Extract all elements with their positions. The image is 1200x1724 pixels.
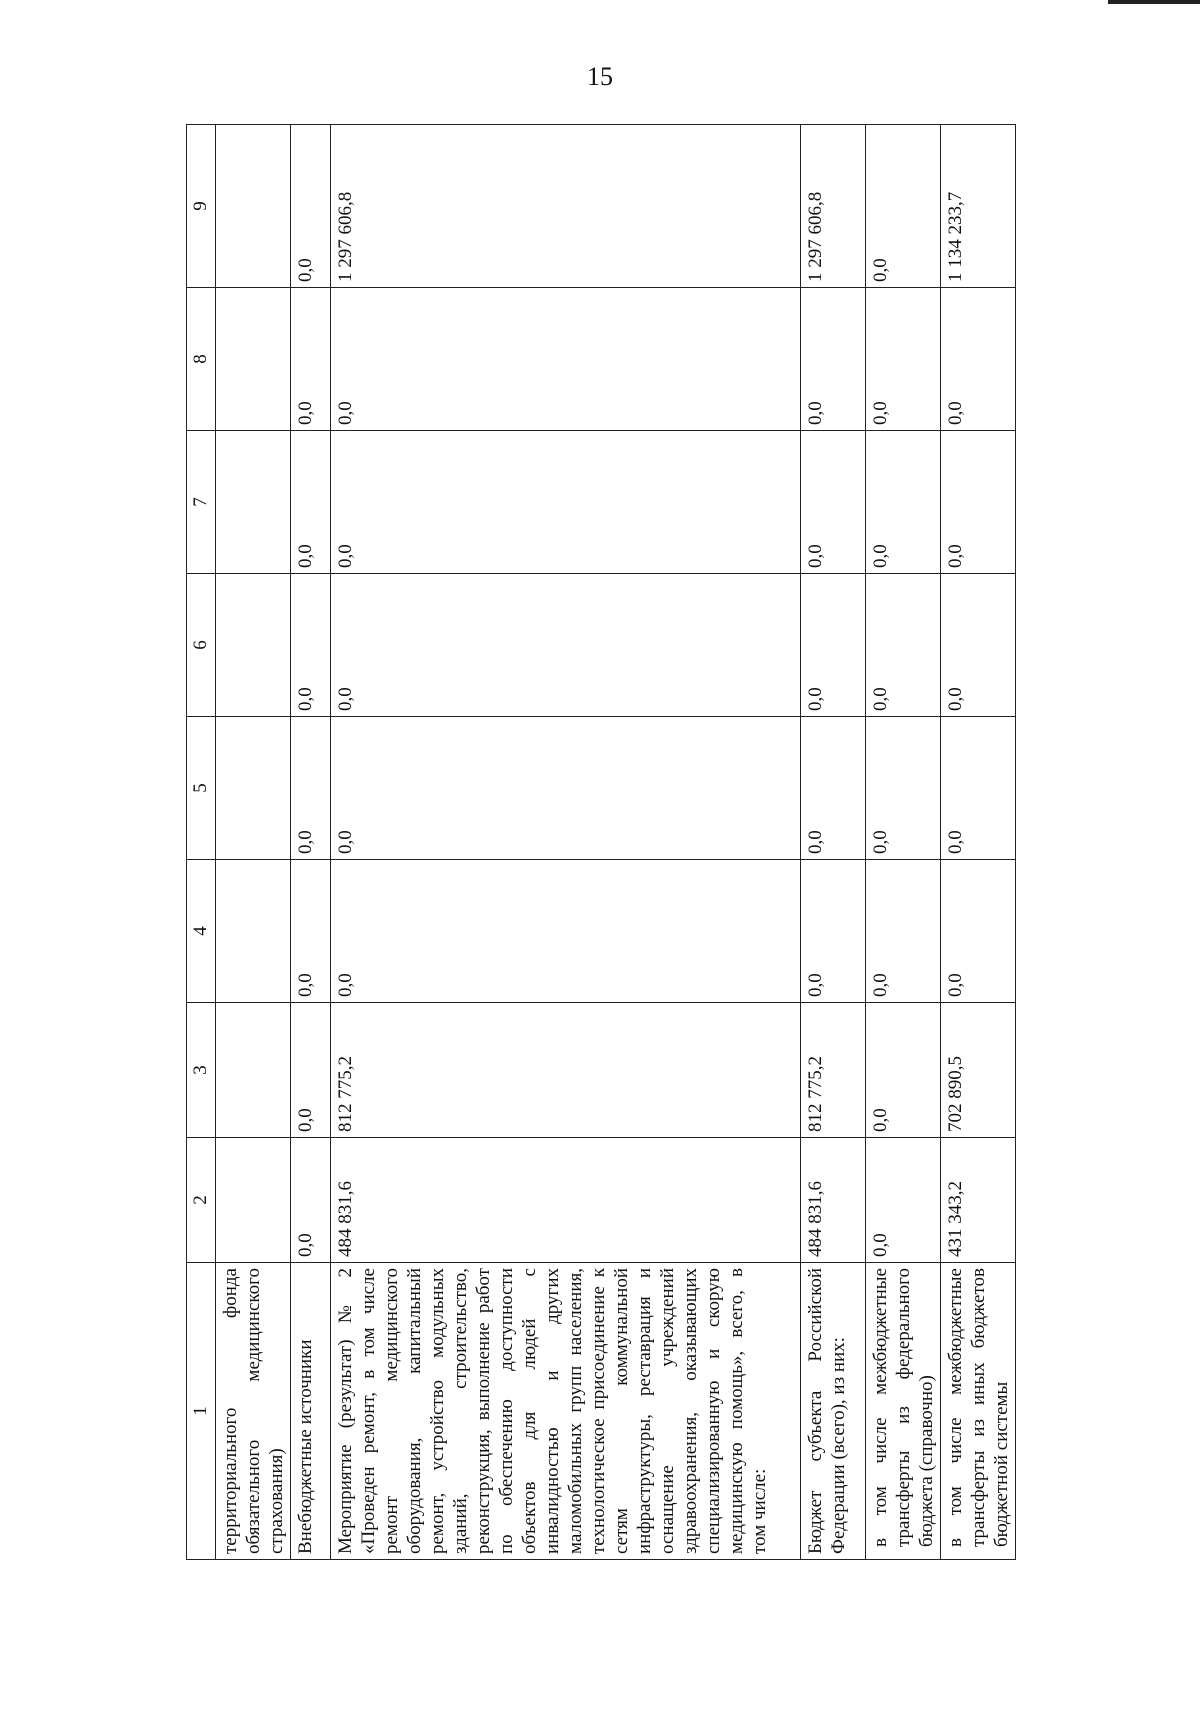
- rotated-table-wrapper: [186, 125, 1055, 1560]
- table-cell: [216, 125, 291, 288]
- table-cell: 0,0: [941, 574, 1016, 717]
- table-cell: 0,0: [291, 717, 331, 860]
- table-cell: 0,0: [801, 717, 866, 860]
- table-row: [941, 125, 1016, 1560]
- column-number: 5: [187, 717, 216, 860]
- table-cell: 0,0: [866, 125, 941, 288]
- table-cell: 0,0: [801, 574, 866, 717]
- row-label: в том числе межбюджетные трансферты из иных бюджетов бюджетной системы: [941, 1263, 1016, 1560]
- table-cell: 0,0: [866, 1003, 941, 1138]
- table-cell: 0,0: [291, 1138, 331, 1263]
- table-cell: [216, 574, 291, 717]
- table-cell: 431 343,2: [941, 1138, 1016, 1263]
- table-cell: 0,0: [331, 717, 801, 860]
- table-cell: [216, 717, 291, 860]
- column-number: 4: [187, 860, 216, 1003]
- table-cell: 0,0: [801, 288, 866, 431]
- table-cell: 0,0: [291, 288, 331, 431]
- table-cell: 0,0: [331, 431, 801, 574]
- table-cell: 1 297 606,8: [331, 125, 801, 288]
- table-cell: 0,0: [941, 717, 1016, 860]
- table-cell: [216, 431, 291, 574]
- table-cell: 0,0: [866, 288, 941, 431]
- column-number: 1: [187, 1263, 216, 1560]
- row-label: Мероприятие (результат) № 2 «Проведен ремонт, в том числе ремонт медицинского оборудования, капитальный ремонт, устройство модульных зданий, строительство, реконструкция, выполнение работ по обеспечению доступности объектов для людей с инвалидностью и других маломобильных групп населения, технологическое присоединение к сетям коммунальной инфраструктуры, реставрация и оснащение учреждений здравоохранения, оказывающих специализированную и скорую медицинскую помощь», всего, в том числе:: [331, 1263, 801, 1560]
- table-row: [866, 125, 941, 1560]
- column-number: 8: [187, 288, 216, 431]
- table-cell: 1 297 606,8: [801, 125, 866, 288]
- row-label: Бюджет субъекта Российской Федерации (всего), из них:: [801, 1263, 866, 1560]
- table-cell: 0,0: [866, 860, 941, 1003]
- column-number: 6: [187, 574, 216, 717]
- table-cell: 1 134 233,7: [941, 125, 1016, 288]
- row-label: территориального фонда обязательного медицинского страхования): [216, 1263, 291, 1560]
- table-cell: 0,0: [291, 431, 331, 574]
- table-cell: 812 775,2: [801, 1003, 866, 1138]
- table-cell: 0,0: [801, 431, 866, 574]
- table-cell: [216, 1138, 291, 1263]
- table-cell: 0,0: [941, 431, 1016, 574]
- column-number: 7: [187, 431, 216, 574]
- table-cell: 0,0: [291, 574, 331, 717]
- table-cell: 0,0: [801, 860, 866, 1003]
- row-label: Внебюджетные источники: [291, 1263, 331, 1560]
- page-number: 15: [587, 62, 613, 91]
- table-row: [801, 125, 866, 1560]
- table-cell: 0,0: [331, 288, 801, 431]
- budget-table: [186, 124, 1016, 1560]
- table-cell: 0,0: [291, 125, 331, 288]
- column-number: 2: [187, 1138, 216, 1263]
- table-cell: 0,0: [291, 860, 331, 1003]
- table-cell: 0,0: [866, 717, 941, 860]
- table-cell: 484 831,6: [331, 1138, 801, 1263]
- table-cell: 0,0: [941, 860, 1016, 1003]
- column-number: 9: [187, 125, 216, 288]
- table-cell: 0,0: [866, 574, 941, 717]
- table-cell: 0,0: [866, 1138, 941, 1263]
- table-cell: [216, 1003, 291, 1138]
- table-cell: 0,0: [331, 574, 801, 717]
- row-label: в том числе межбюджетные трансферты из федерального бюджета (справочно): [866, 1263, 941, 1560]
- table-cell: 702 890,5: [941, 1003, 1016, 1138]
- column-number-row: [187, 125, 216, 1560]
- column-number: 3: [187, 1003, 216, 1138]
- table-cell: [216, 288, 291, 431]
- table-cell: 0,0: [941, 288, 1016, 431]
- table-cell: 484 831,6: [801, 1138, 866, 1263]
- table-row: [291, 125, 331, 1560]
- table-row: [216, 125, 291, 1560]
- table-cell: [216, 860, 291, 1003]
- table-row: [331, 125, 801, 1560]
- table-cell: 812 775,2: [331, 1003, 801, 1138]
- table-cell: 0,0: [291, 1003, 331, 1138]
- table-cell: 0,0: [331, 860, 801, 1003]
- table-cell: 0,0: [866, 431, 941, 574]
- scan-edge-line: [1108, 0, 1200, 4]
